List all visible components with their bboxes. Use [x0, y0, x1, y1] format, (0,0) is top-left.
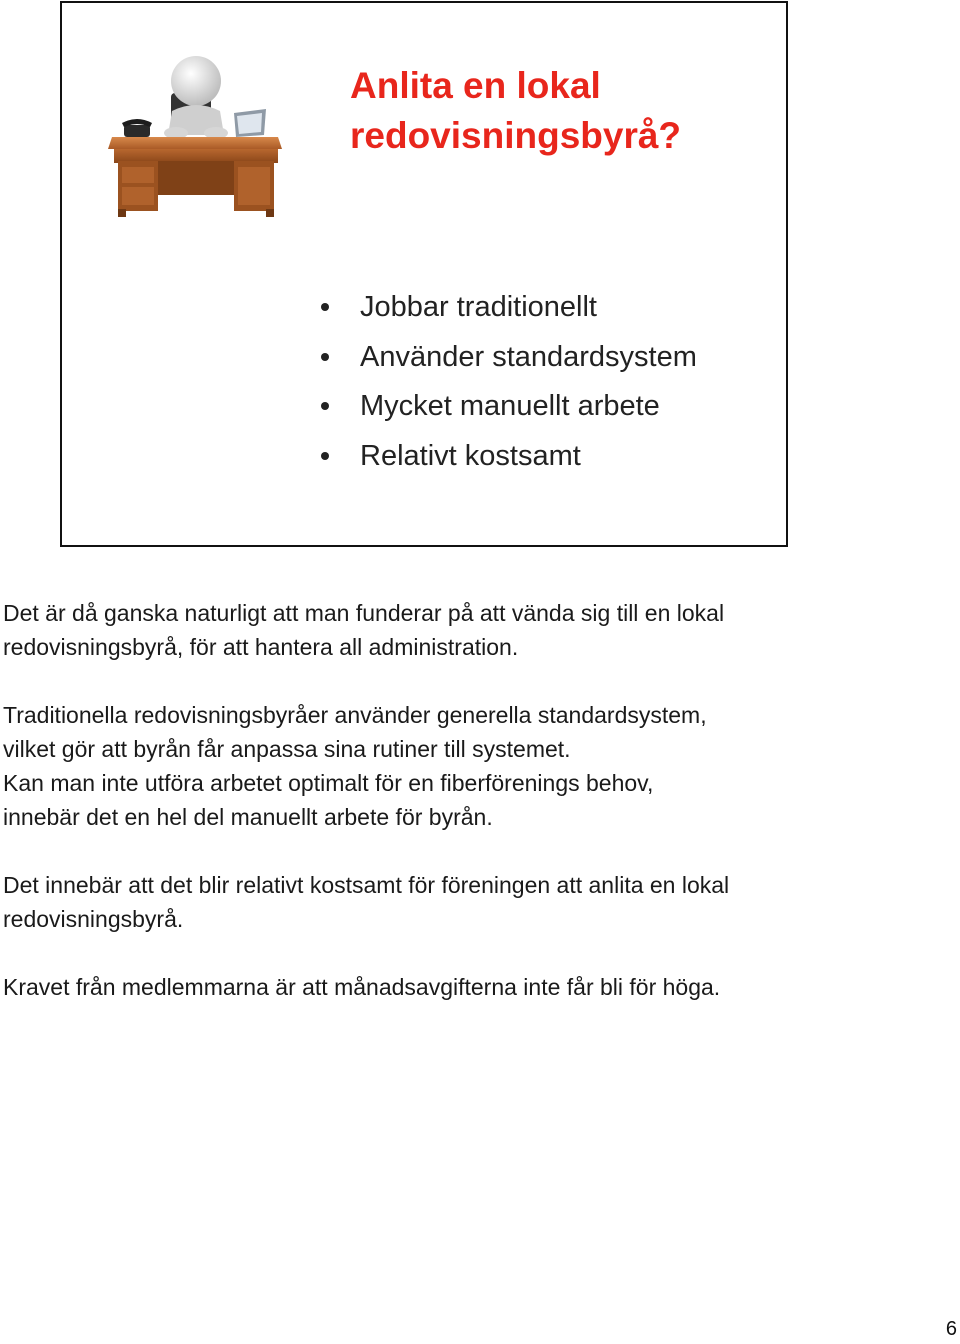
bullet-text: Mycket manuellt arbete [360, 390, 660, 422]
bullet-dot-icon [321, 452, 329, 460]
text-line: Det innebär att det blir relativt kostsamt för föreningen att anlita en lokal [3, 872, 730, 898]
text-line: vilket gör att byrån får anpassa sina rutiner till systemet. [3, 736, 571, 762]
paragraph [3, 868, 903, 936]
notes-text [3, 596, 903, 1038]
text-line: Kravet från medlemmarna är att månadsavgifterna inte får bli för höga. [3, 974, 721, 1000]
text-line: Traditionella redovisningsbyråer använder generella standardsystem, [3, 702, 707, 728]
text-line: innebär det en hel del manuellt arbete för byrån. [3, 804, 493, 830]
bullet-item [314, 283, 697, 333]
bullet-dot-icon [321, 353, 329, 361]
bullet-dot-icon [321, 303, 329, 311]
paragraph [3, 698, 903, 834]
bullet-text: Relativt kostsamt [360, 439, 581, 472]
text-line: redovisningsbyrå. [3, 906, 184, 932]
bullet-item [314, 432, 697, 482]
slide-title: Anlita en lokal redovisningsbyrå? [350, 65, 682, 156]
paragraph [3, 970, 903, 1004]
bullet-item [314, 333, 697, 383]
bullet-list [314, 283, 697, 481]
paragraph [3, 596, 903, 664]
bullet-text: Jobbar traditionellt [360, 291, 597, 323]
person-at-desk-icon [106, 53, 286, 223]
bullet-dot-icon [321, 402, 329, 410]
bullet-item [314, 382, 697, 432]
page-number: 6 [945, 1318, 957, 1340]
text-line: Det är då ganska naturligt att man funderar på att vända sig till en lokal [3, 600, 725, 626]
bullet-text: Använder standardsystem [360, 340, 697, 373]
text-line: Kan man inte utföra arbetet optimalt för en fiberförenings behov, [3, 770, 654, 796]
slide-frame [60, 1, 788, 547]
text-line: redovisningsbyrå, för att hantera all administration. [3, 634, 519, 660]
